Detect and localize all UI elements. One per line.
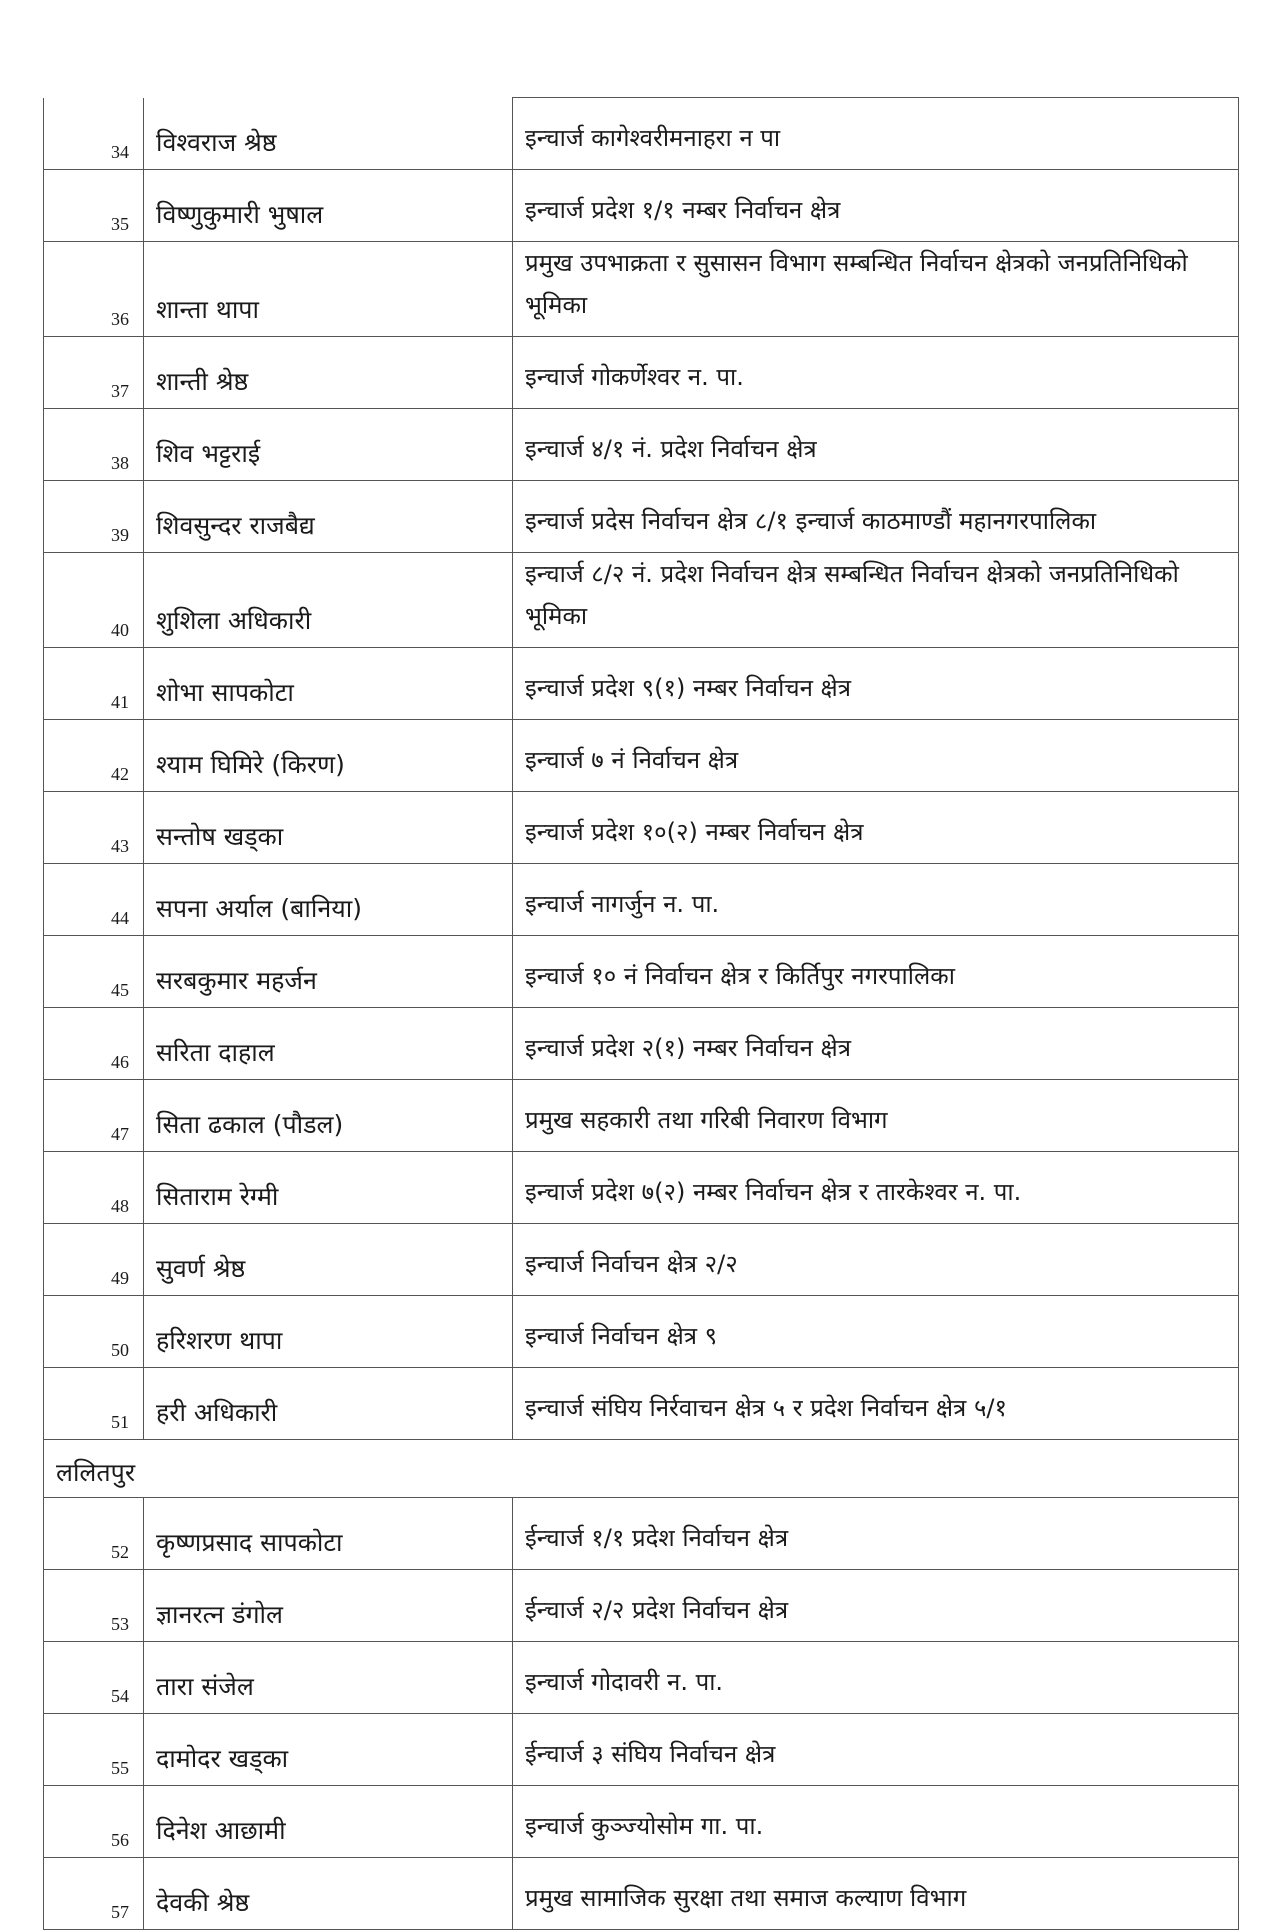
member-name: दामोदर खड्का — [144, 1714, 513, 1786]
member-name: सिताराम रेग्मी — [144, 1152, 513, 1224]
table-row — [44, 648, 1239, 720]
member-role: इन्चार्ज निर्वाचन क्षेत्र ९ — [513, 1296, 1239, 1368]
table-row — [44, 337, 1239, 409]
member-role: ईन्चार्ज ३ संघिय निर्वाचन क्षेत्र — [513, 1714, 1239, 1786]
member-name: तारा संजेल — [144, 1642, 513, 1714]
member-name: विष्णुकुमारी भुषाल — [144, 170, 513, 242]
member-name: सन्तोष खड्का — [144, 792, 513, 864]
member-name: शोभा सापकोटा — [144, 648, 513, 720]
table-row — [44, 553, 1239, 648]
row-number: 41 — [44, 648, 144, 720]
row-number: 39 — [44, 481, 144, 553]
row-number: 47 — [44, 1080, 144, 1152]
table-row — [44, 1642, 1239, 1714]
row-number: 45 — [44, 936, 144, 1008]
member-name: शिवसुन्दर राजबैद्य — [144, 481, 513, 553]
row-number: 46 — [44, 1008, 144, 1080]
member-role: ईन्चार्ज १/१ प्रदेश निर्वाचन क्षेत्र — [513, 1498, 1239, 1570]
table-row — [44, 1786, 1239, 1858]
member-role: इन्चार्ज प्रदेश १/१ नम्बर निर्वाचन क्षेत्र — [513, 170, 1239, 242]
row-number: 50 — [44, 1296, 144, 1368]
row-number: 54 — [44, 1642, 144, 1714]
member-role: इन्चार्ज प्रदेश ७(२) नम्बर निर्वाचन क्षेत्र र तारकेश्वर न. पा. — [513, 1152, 1239, 1224]
member-name: शिव भट्टराई — [144, 409, 513, 481]
member-name: सिता ढकाल (पौडल) — [144, 1080, 513, 1152]
member-role: इन्चार्ज प्रदेस निर्वाचन क्षेत्र ८/१ इन्चार्ज काठमाण्डौं महानगरपालिका — [513, 481, 1239, 553]
row-number: 36 — [44, 242, 144, 337]
row-number: 49 — [44, 1224, 144, 1296]
member-role: प्रमुख सामाजिक सुरक्षा तथा समाज कल्याण विभाग — [513, 1858, 1239, 1930]
table-row — [44, 1008, 1239, 1080]
member-role: प्रमुख उपभाक्रता र सुसासन विभाग सम्बन्धित निर्वाचन क्षेत्रको जनप्रतिनिधिको भूमिका — [513, 242, 1239, 337]
member-name: हरिशरण थापा — [144, 1296, 513, 1368]
row-number: 53 — [44, 1570, 144, 1642]
member-name: देवकी श्रेष्ठ — [144, 1858, 513, 1930]
member-name: सरिता दाहाल — [144, 1008, 513, 1080]
table-row — [44, 1224, 1239, 1296]
table-row — [44, 1368, 1239, 1440]
member-role: इन्चार्ज संघिय निर्रवाचन क्षेत्र ५ र प्रदेश निर्वाचन क्षेत्र ५/१ — [513, 1368, 1239, 1440]
table-row — [44, 242, 1239, 337]
member-name: श्याम घिमिरे (किरण) — [144, 720, 513, 792]
row-number: 51 — [44, 1368, 144, 1440]
row-number: 35 — [44, 170, 144, 242]
member-role: इन्चार्ज ४/१ नं. प्रदेश निर्वाचन क्षेत्र — [513, 409, 1239, 481]
row-number: 48 — [44, 1152, 144, 1224]
section-title: ललितपुर — [44, 1440, 1239, 1498]
member-role: इन्चार्ज कागेश्वरीमनाहरा न पा — [513, 98, 1239, 170]
table-row — [44, 1570, 1239, 1642]
member-role: इन्चार्ज गोकर्णेश्वर न. पा. — [513, 337, 1239, 409]
table-row — [44, 170, 1239, 242]
table-row — [44, 936, 1239, 1008]
table-row — [44, 1152, 1239, 1224]
member-name: शान्ती श्रेष्ठ — [144, 337, 513, 409]
table-row — [44, 1296, 1239, 1368]
row-number: 56 — [44, 1786, 144, 1858]
member-name: हरी अधिकारी — [144, 1368, 513, 1440]
member-role: इन्चार्ज प्रदेश २(१) नम्बर निर्वाचन क्षेत्र — [513, 1008, 1239, 1080]
member-name: सपना अर्याल (बानिया) — [144, 864, 513, 936]
member-role: इन्चार्ज प्रदेश १०(२) नम्बर निर्वाचन क्षेत्र — [513, 792, 1239, 864]
member-name: शान्ता थापा — [144, 242, 513, 337]
row-number: 40 — [44, 553, 144, 648]
member-role: इन्चार्ज ७ नं निर्वाचन क्षेत्र — [513, 720, 1239, 792]
member-table — [43, 97, 1239, 1930]
member-role: ईन्चार्ज २/२ प्रदेश निर्वाचन क्षेत्र — [513, 1570, 1239, 1642]
document-page — [43, 97, 1238, 1930]
row-number: 38 — [44, 409, 144, 481]
member-role: इन्चार्ज नागर्जुन न. पा. — [513, 864, 1239, 936]
member-role: प्रमुख सहकारी तथा गरिबी निवारण विभाग — [513, 1080, 1239, 1152]
member-role: इन्चार्ज गोदावरी न. पा. — [513, 1642, 1239, 1714]
member-name: दिनेश आछामी — [144, 1786, 513, 1858]
row-number: 44 — [44, 864, 144, 936]
member-role: इन्चार्ज कुञ्ज्योसोम गा. पा. — [513, 1786, 1239, 1858]
table-row — [44, 720, 1239, 792]
table-row — [44, 1498, 1239, 1570]
member-role: इन्चार्ज ८/२ नं. प्रदेश निर्वाचन क्षेत्र सम्बन्धित निर्वाचन क्षेत्रको जनप्रतिनिधिको भूमिका — [513, 553, 1239, 648]
member-role: इन्चार्ज १० नं निर्वाचन क्षेत्र र किर्तिपुर नगरपालिका — [513, 936, 1239, 1008]
member-name: विश्वराज श्रेष्ठ — [144, 98, 513, 170]
row-number: 55 — [44, 1714, 144, 1786]
member-name: शुशिला अधिकारी — [144, 553, 513, 648]
member-name: सुवर्ण श्रेष्ठ — [144, 1224, 513, 1296]
row-number: 34 — [44, 98, 144, 170]
row-number: 42 — [44, 720, 144, 792]
table-row — [44, 1858, 1239, 1930]
section-row — [44, 1440, 1239, 1498]
member-role: इन्चार्ज निर्वाचन क्षेत्र २/२ — [513, 1224, 1239, 1296]
row-number: 52 — [44, 1498, 144, 1570]
row-number: 43 — [44, 792, 144, 864]
table-row — [44, 792, 1239, 864]
member-name: ज्ञानरत्न डंगोल — [144, 1570, 513, 1642]
table-row — [44, 98, 1239, 170]
table-row — [44, 1714, 1239, 1786]
member-role: इन्चार्ज प्रदेश ९(१) नम्बर निर्वाचन क्षेत्र — [513, 648, 1239, 720]
table-row — [44, 1080, 1239, 1152]
member-name: सरबकुमार महर्जन — [144, 936, 513, 1008]
table-row — [44, 481, 1239, 553]
row-number: 57 — [44, 1858, 144, 1930]
member-name: कृष्णप्रसाद सापकोटा — [144, 1498, 513, 1570]
table-row — [44, 864, 1239, 936]
row-number: 37 — [44, 337, 144, 409]
table-row — [44, 409, 1239, 481]
